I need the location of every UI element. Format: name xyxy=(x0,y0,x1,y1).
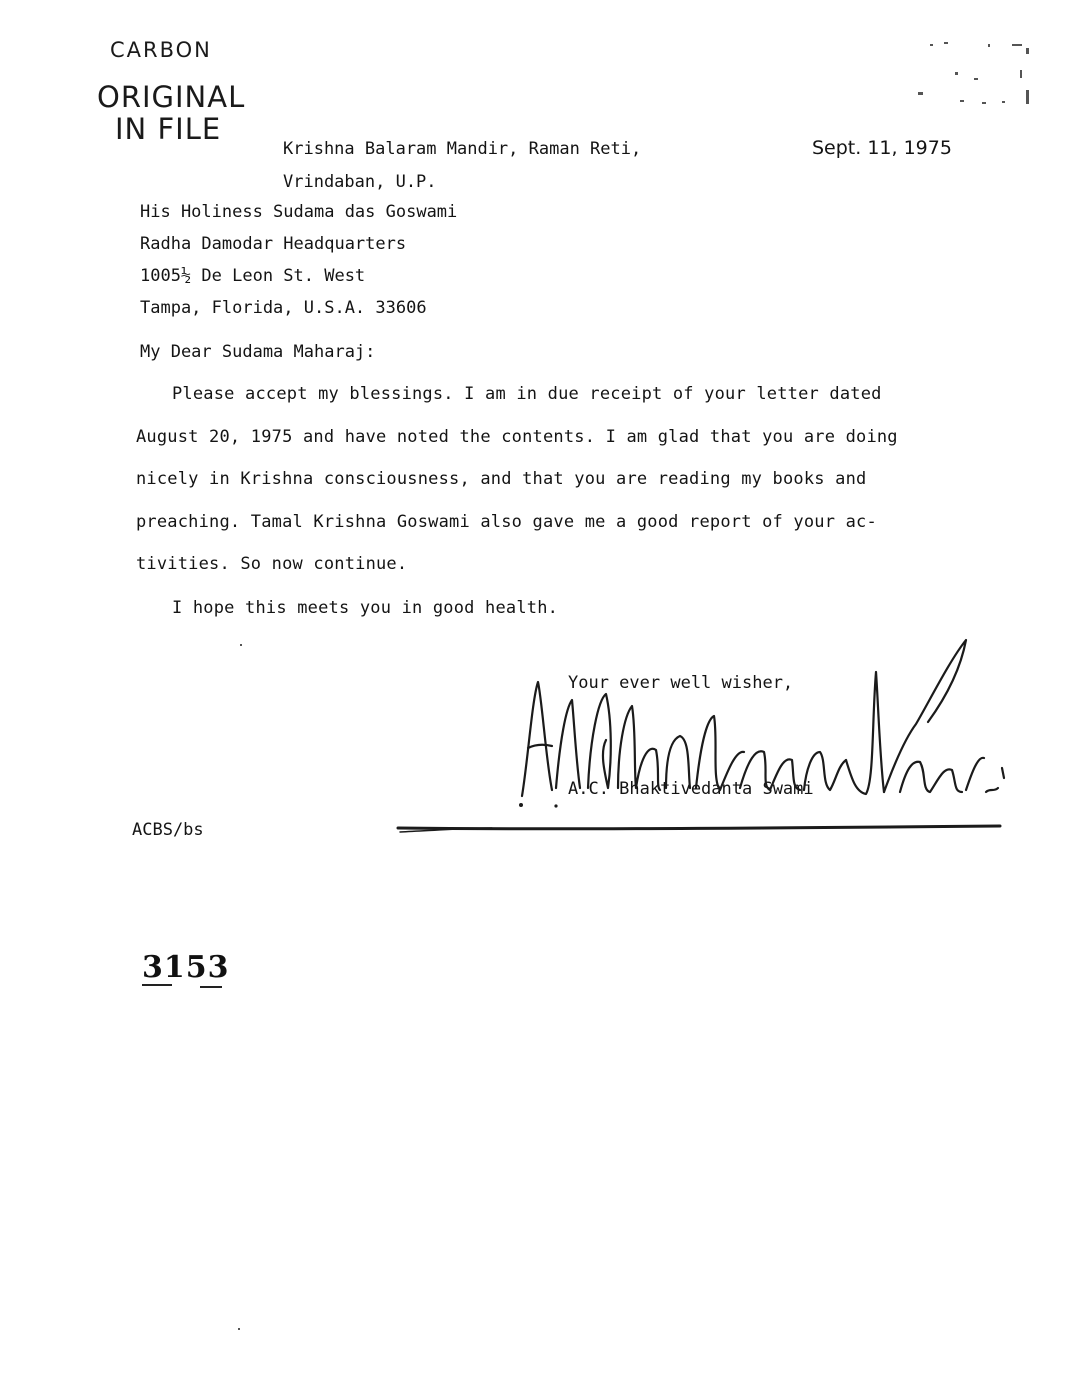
signature-name: A.C. Bhaktivedanta Swami xyxy=(568,779,814,799)
corner-specks xyxy=(238,42,1029,1330)
sender-address-line-1: Krishna Balaram Mandir, Raman Reti, xyxy=(283,139,642,159)
sender-address-line-2: Vrindaban, U.P. xyxy=(283,172,437,192)
file-number: 3153 xyxy=(142,950,230,985)
valediction: Your ever well wisher, xyxy=(568,673,794,693)
body-line-4: preaching. Tamal Krishna Goswami also gave me a good report of your ac- xyxy=(136,512,877,532)
signature-dots xyxy=(519,803,558,808)
reference-initials: ACBS/bs xyxy=(132,820,204,840)
salutation: My Dear Sudama Maharaj: xyxy=(140,342,376,362)
body-line-3: nicely in Krishna consciousness, and that you are reading my books and xyxy=(136,469,867,489)
letter-date: Sept. 11, 1975 xyxy=(812,137,952,159)
body-line-6: I hope this meets you in good health. xyxy=(172,598,559,618)
signature-rule xyxy=(398,826,1000,832)
in-file-stamp: IN FILE xyxy=(115,112,222,146)
recipient-line-4: Tampa, Florida, U.S.A. 33606 xyxy=(140,298,427,318)
recipient-line-3: 1005½ De Leon St. West xyxy=(140,266,366,286)
body-line-5: tivities. So now continue. xyxy=(136,554,408,574)
recipient-line-2: Radha Damodar Headquarters xyxy=(140,234,407,254)
file-number-underline xyxy=(142,985,222,987)
body-line-2: August 20, 1975 and have noted the contents. I am glad that you are doing xyxy=(136,427,898,447)
original-stamp: ORIGINAL xyxy=(97,80,246,114)
recipient-line-1: His Holiness Sudama das Goswami xyxy=(140,202,458,222)
carbon-stamp: CARBON xyxy=(110,38,212,62)
body-line-1: Please accept my blessings. I am in due receipt of your letter dated xyxy=(172,384,882,404)
handwritten-signature xyxy=(522,640,1004,796)
